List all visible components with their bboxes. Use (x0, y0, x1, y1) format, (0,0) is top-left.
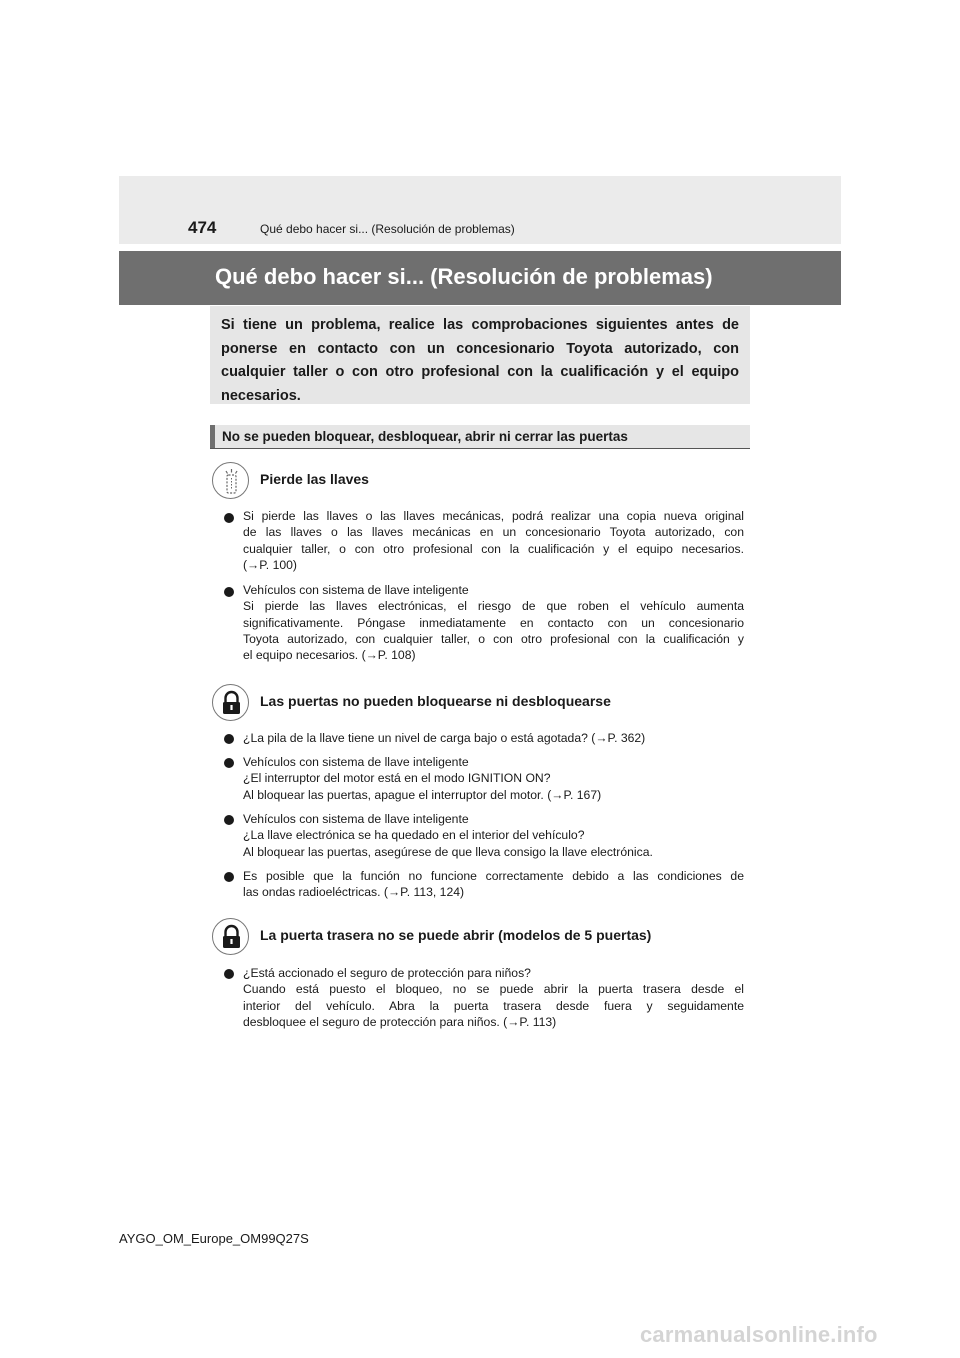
list-item: Vehículos con sistema de llave inteligente ¿El interruptor del motor está en el modo IGNITION ON? Al bloquear las puertas, apague el interruptor del motor. (→P. 167) (243, 755, 602, 802)
lock-icon (212, 918, 249, 955)
bullet-icon (224, 969, 234, 979)
lock-icon (212, 684, 249, 721)
intro-text: Si tiene un problema, realice las comprobaciones siguientes antes de ponerse en contacto con un concesionario Toyota autorizado, con cualquier taller o con otro profesional con la cualificación y el equipo necesarios. (221, 317, 739, 404)
lost-key-icon (212, 462, 249, 499)
bullet-icon (224, 734, 234, 744)
list-item: ¿Está accionado el seguro de protección para niños? Cuando está puesto el bloqueo, no se puede abrir la puerta trasera desde el interior del vehículo. Abra la puerta trasera desde fuera y seguidamente desbloquee el seguro de protección para niños. (→P. 113) (243, 966, 744, 1029)
watermark: carmanualsonline.info (640, 1322, 878, 1347)
list-item: Es posible que la función no funcione correctamente debido a las condiciones de las ondas radioeléctricas. (→P. 113, 124) (243, 869, 744, 900)
list-item: ¿La pila de la llave tiene un nivel de carga bajo o está agotada? (→P. 362) (243, 731, 646, 745)
bullet-icon (224, 872, 234, 882)
footer-code: AYGO_OM_Europe_OM99Q27S (119, 1231, 309, 1246)
running-header: Qué debo hacer si... (Resolución de problemas) (260, 222, 515, 236)
section-title: No se pueden bloquear, desbloquear, abrir ni cerrar las puertas (222, 429, 628, 444)
page-title: Qué debo hacer si... (Resolución de problemas) (215, 264, 713, 289)
bullet-icon (224, 758, 234, 768)
list-item: Vehículos con sistema de llave inteligente ¿La llave electrónica se ha quedado en el interior del vehículo? Al bloquear las puertas, asegúrese de que lleva consigo la llave electrónica. (243, 812, 653, 859)
bullet-icon (224, 815, 234, 825)
bullet-icon (224, 587, 234, 597)
bullet-icon (224, 513, 234, 523)
page-number: 474 (188, 218, 217, 237)
group-heading-rear-door: La puerta trasera no se puede abrir (modelos de 5 puertas) (260, 927, 652, 943)
list-item: Vehículos con sistema de llave inteligente Si pierde las llaves electrónicas, el riesgo de que roben el vehículo aumenta significativamente. Póngase inmediatamente en contacto con un concesionario Toyota autorizado, con cualquier taller, o con otro profesional con la cualificación y el equipo necesarios. (→P. 108) (243, 583, 744, 663)
group-heading-lost-keys: Pierde las llaves (260, 471, 369, 487)
group-heading-doors-lock: Las puertas no pueden bloquearse ni desbloquearse (260, 693, 611, 709)
list-item: Si pierde las llaves o las llaves mecánicas, podrá realizar una copia nueva original de las llaves o las llaves mecánicas en un concesionario Toyota autorizado, con cualquier taller, o con otro profesional con la cualificación y el equipo necesarios. (→P. 100) (243, 509, 744, 572)
